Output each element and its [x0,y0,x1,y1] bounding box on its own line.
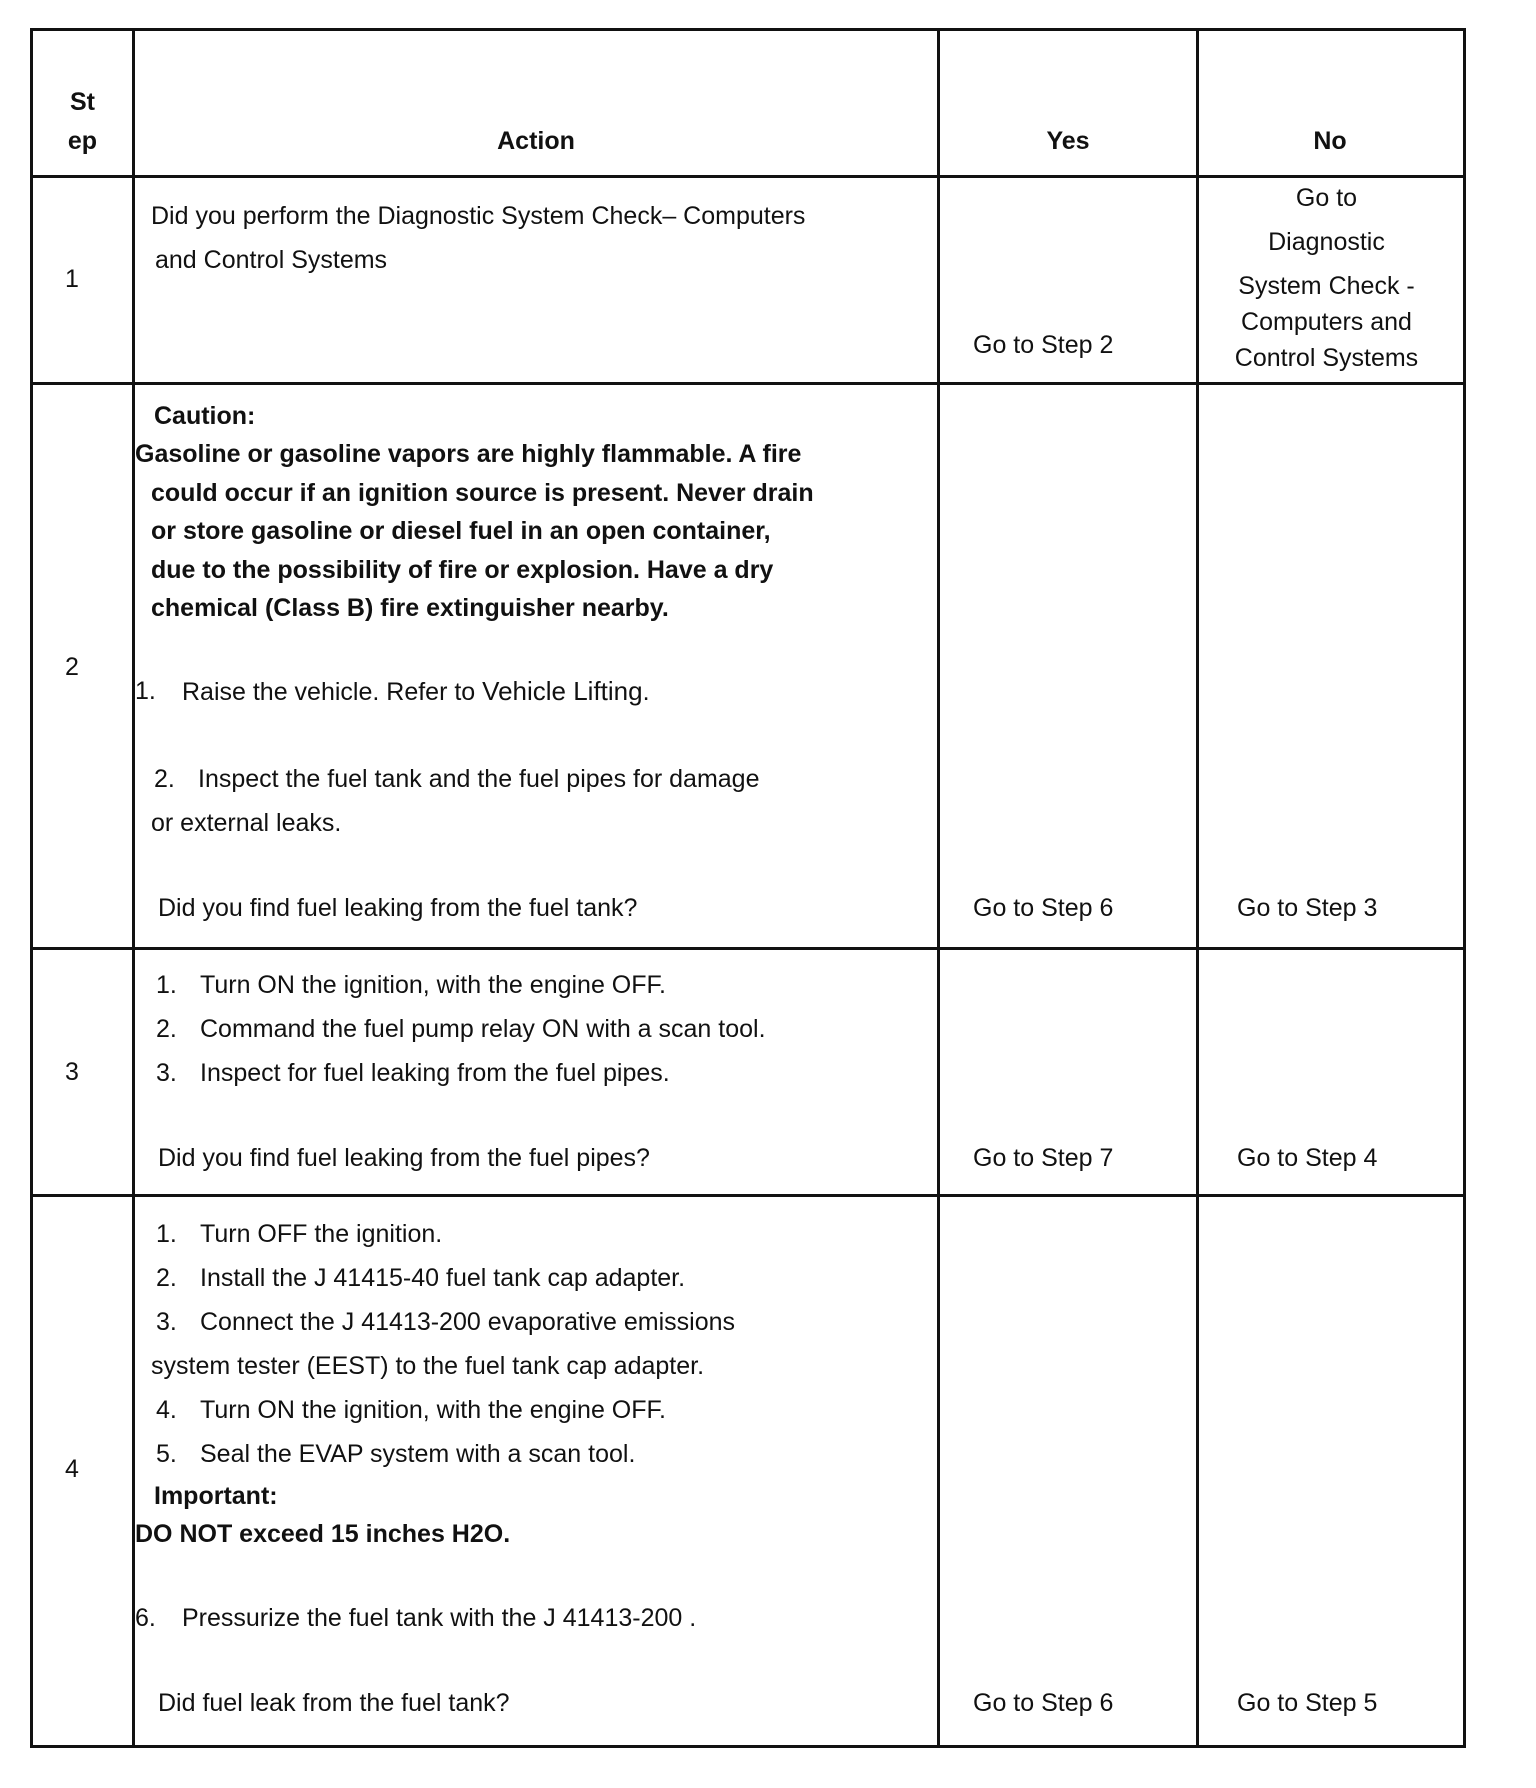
important-label: Important: [154,1482,278,1510]
list-item-number: 4. [156,1396,177,1424]
row-divider [33,175,1463,178]
action-text: and Control Systems [155,246,388,274]
list-item-text: Command the fuel pump relay ON with a scan tool. [200,1015,766,1043]
header-yes: Yes [1046,127,1090,155]
no-cell: Go to Step 4 [1237,1144,1378,1172]
caution-label: Caution: [154,402,256,430]
yes-cell: Go to Step 2 [973,331,1114,359]
caution-text: could occur if an ignition source is present. Never drain [151,479,814,507]
list-item-number: 1. [135,677,156,705]
list-item-text: Raise the vehicle. Refer to [182,678,483,706]
list-item-text: or external leaks. [151,809,342,837]
step-number: 3 [65,1058,79,1086]
list-item-text: Turn ON the ignition, with the engine OFF. [200,1396,666,1424]
list-item-number: 1. [156,1220,177,1248]
diagnostic-table [30,28,1466,1748]
caution-text: or store gasoline or diesel fuel in an open container, [151,517,771,545]
header-step-line1: St [70,88,95,116]
header-no: No [1313,127,1347,155]
header-action: Action [497,127,575,155]
vehicle-lifting-link[interactable]: Vehicle Lifting [482,676,643,706]
question-text: Did you find fuel leaking from the fuel pipes? [158,1144,650,1172]
list-item-number: 3. [156,1308,177,1336]
step-number: 4 [65,1455,79,1483]
column-divider [132,31,135,1745]
list-item-number: 1. [156,971,177,999]
row-divider [33,947,1463,950]
list-item-text: Inspect the fuel tank and the fuel pipes for damage [198,765,760,793]
yes-cell: Go to Step 6 [973,894,1114,922]
list-item-text: Inspect for fuel leaking from the fuel pipes. [200,1059,670,1087]
step-number: 1 [65,265,79,293]
list-item-number: 5. [156,1440,177,1468]
yes-cell: Go to Step 7 [973,1144,1114,1172]
list-item-punct: . [642,678,650,706]
list-item-text: Connect the J 41413-200 evaporative emissions [200,1308,736,1336]
step-number: 2 [65,653,79,681]
caution-text: due to the possibility of fire or explosion. Have a dry [151,556,774,584]
question-text: Did fuel leak from the fuel tank? [158,1689,510,1717]
column-divider [937,31,940,1745]
no-cell: System Check - [1238,272,1415,300]
list-item-number: 2. [156,1015,177,1043]
no-cell: Computers and [1241,308,1412,336]
row-divider [33,382,1463,385]
list-item-text: Seal the EVAP system with a scan tool. [200,1440,636,1468]
yes-cell: Go to Step 6 [973,1689,1114,1717]
list-item-number: 2. [156,1264,177,1292]
no-cell: Control Systems [1234,344,1419,372]
question-text: Did you find fuel leaking from the fuel tank? [158,894,638,922]
important-text: DO NOT exceed 15 inches H2O. [135,1520,511,1548]
action-text: Did you perform the Diagnostic System Check– Computers [151,202,806,230]
caution-text: Gasoline or gasoline vapors are highly flammable. A fire [135,440,802,468]
row-divider [33,1194,1463,1197]
list-item-text: Turn OFF the ignition. [200,1220,443,1248]
no-cell: Diagnostic [1268,228,1385,256]
list-item-number: 6. [135,1604,156,1632]
list-item-number: 3. [156,1059,177,1087]
header-step-line2: ep [67,127,98,155]
list-item-text: Install the J 41415-40 fuel tank cap adapter. [200,1264,686,1292]
list-item-text: Pressurize the fuel tank with the J 41413-200 . [182,1604,697,1632]
header-step [33,87,132,156]
list-item-text: system tester (EEST) to the fuel tank cap adapter. [151,1352,705,1380]
caution-text: chemical (Class B) fire extinguisher nearby. [151,594,669,622]
no-cell: Go to [1295,184,1358,212]
list-item [182,676,650,707]
no-cell: Go to Step 3 [1237,894,1378,922]
no-cell: Go to Step 5 [1237,1689,1378,1717]
list-item-text: Turn ON the ignition, with the engine OFF. [200,971,666,999]
list-item-number: 2. [154,765,175,793]
